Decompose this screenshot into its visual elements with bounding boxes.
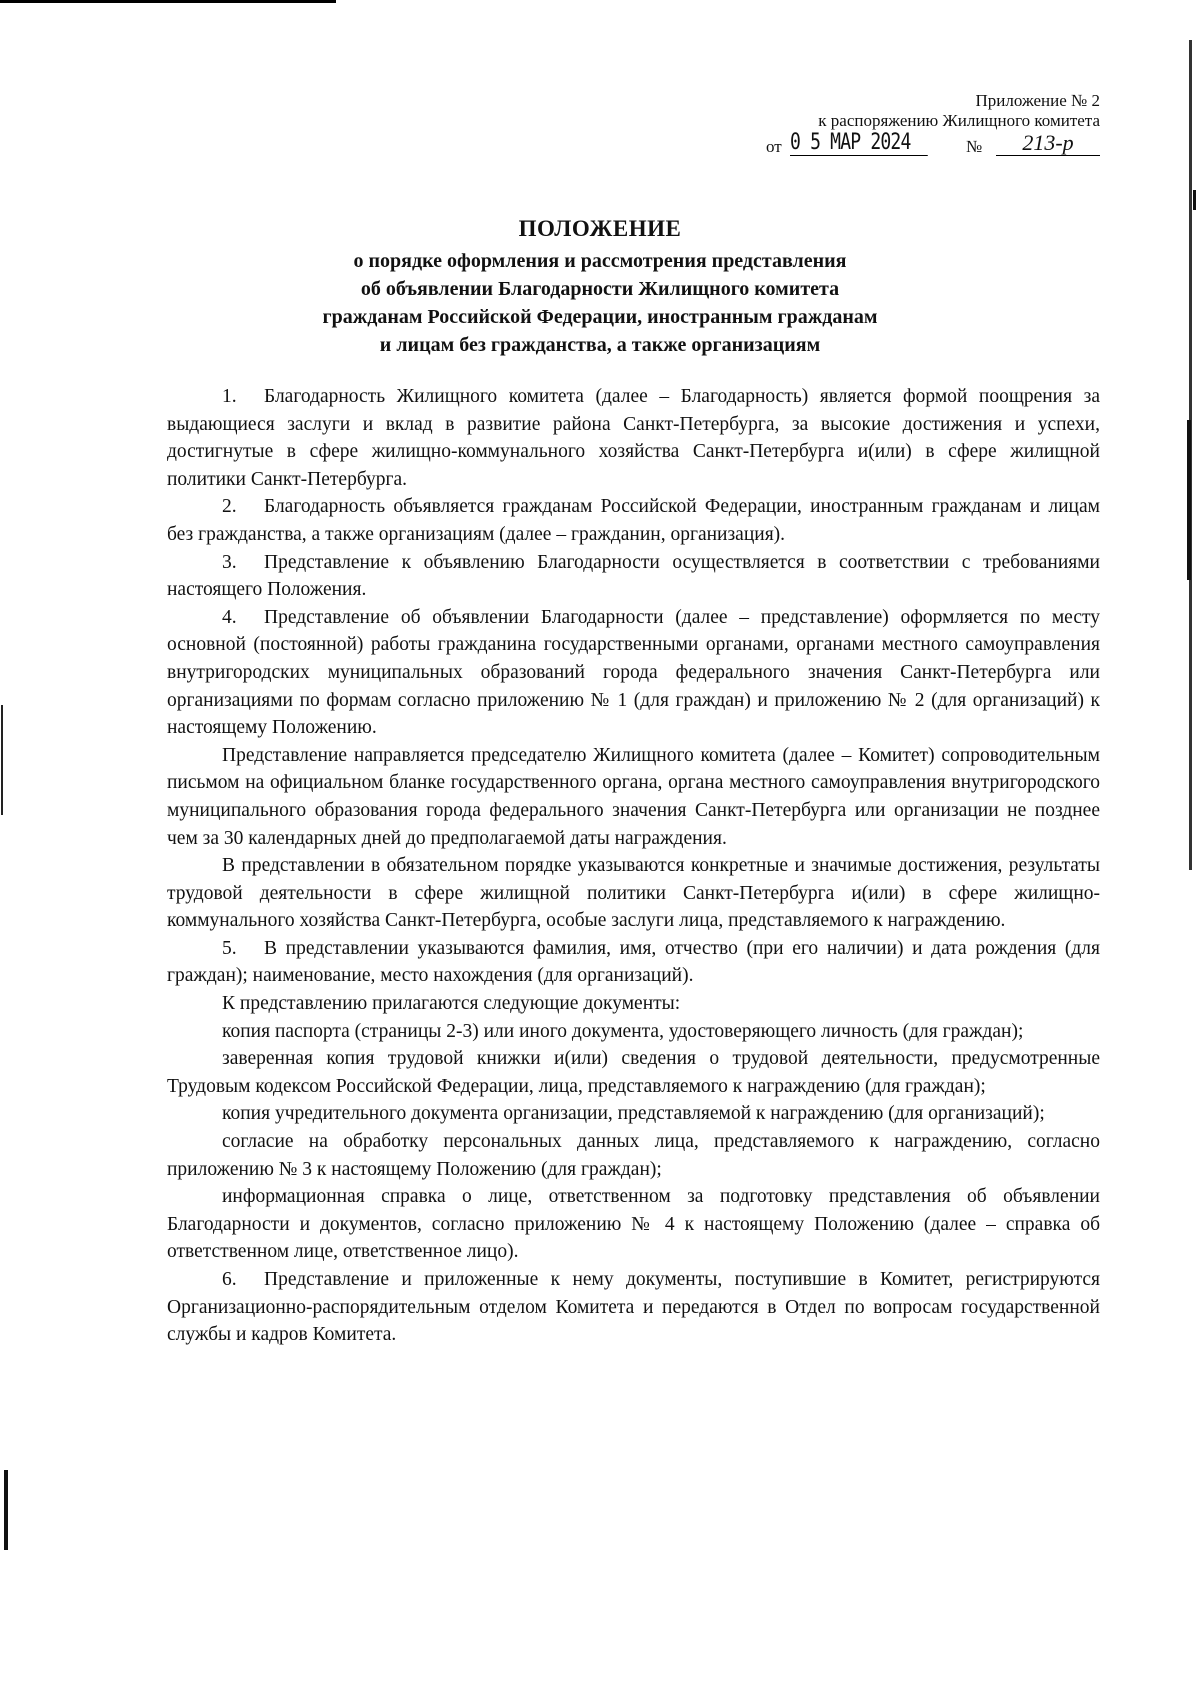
paragraph-text: Представление и приложенные к нему документы, поступившие в Комитет, регистрируются Организационно-распорядительным отделом Комитета и передаются в Отдел по вопросам государственной службы и кадров Комитета. xyxy=(167,1269,1100,1346)
subtitle-line: и лицам без гражданства, а также организациям xyxy=(379,334,821,356)
top-rule xyxy=(0,0,336,3)
document-heading: ПОЛОЖЕНИЕ xyxy=(518,216,682,241)
paragraph-text: копия паспорта (страницы 2-3) или иного документа, удостоверяющего личность (для граждан); xyxy=(222,1020,1024,1042)
paragraph xyxy=(167,1266,1100,1349)
paragraph xyxy=(167,1018,1100,1046)
appendix-number: 213-р xyxy=(996,131,1100,156)
appendix-number-label: № xyxy=(966,137,983,156)
paragraph-text: Благодарность Жилищного комитета (далее – Благодарность) является формой поощрения за выдающиеся заслуги и вклад в развитие района Санкт-Петербурга, за высокие достижения и успехи, достигнутые в сфере жилищно-коммунального хозяйства Санкт-Петербурга и(или) в сфере жилищной политики Санкт-Петербурга. xyxy=(167,386,1100,490)
paragraph xyxy=(167,1128,1100,1183)
appendix-date-stamp: 0 5 МАР 2024 xyxy=(790,131,928,156)
paragraph xyxy=(167,990,1100,1018)
paragraph-text: согласие на обработку персональных данных лица, представляемого к награждению, согласно приложению № 3 к настоящему Положению (для граждан); xyxy=(167,1131,1100,1180)
paragraph-number: 6. xyxy=(222,1269,237,1290)
scan-edge-mark xyxy=(1,705,3,815)
paragraph-text: Благодарность объявляется гражданам Российской Федерации, иностранным гражданам и лицам без гражданства, а также организациям (далее – гражданин, организация). xyxy=(167,496,1100,545)
paragraph xyxy=(167,383,1100,493)
paragraph-text: В представлении указываются фамилия, имя, отчество (при его наличии) и дата рождения (для граждан); наименование, место нахождения (для организаций). xyxy=(167,937,1100,987)
paragraph xyxy=(167,742,1100,852)
appendix-line2: к распоряжению Жилищного комитета xyxy=(818,111,1100,130)
appendix-line1: Приложение № 2 xyxy=(975,91,1100,110)
paragraph-number: 3. xyxy=(222,551,237,573)
paragraph xyxy=(167,493,1100,548)
subtitle-line: об объявлении Благодарности Жилищного комитета xyxy=(360,278,840,300)
paragraph xyxy=(167,1045,1100,1100)
paragraph xyxy=(167,935,1100,990)
scan-edge-mark xyxy=(4,1470,8,1550)
document-body xyxy=(167,383,1100,1349)
paragraph-text: информационная справка о лице, ответственном за подготовку представления об объявлении Благодарности и документов, согласно приложению № 4 к настоящему Положению (далее – справка об ответственном лице, ответственное лицо). xyxy=(167,1186,1100,1263)
scan-edge-mark xyxy=(1193,190,1196,210)
paragraph-text: В представлении в обязательном порядке указываются конкретные и значимые достижения, результаты трудовой деятельности в сфере жилищной политики Санкт-Петербурга и(или) в сфере жилищно-коммунального хозяйства Санкт-Петербурга, особые заслуги лица, представляемого к награждению. xyxy=(167,855,1100,932)
scan-edge-mark xyxy=(1187,420,1191,580)
paragraph xyxy=(167,852,1100,935)
document-subtitle xyxy=(100,247,1100,359)
subtitle-line: о порядке оформления и рассмотрения представления xyxy=(353,250,847,272)
paragraph-number: 5. xyxy=(222,937,237,959)
paragraph-text: К представлению прилагаются следующие документы: xyxy=(222,993,681,1015)
paragraph xyxy=(167,1183,1100,1266)
paragraph xyxy=(167,1100,1100,1128)
paragraph-text: копия учредительного документа организации, представляемой к награждению (для организаций); xyxy=(222,1103,1045,1125)
paragraph-number: 4. xyxy=(222,606,237,628)
appendix-block xyxy=(600,91,1100,156)
paragraph-number: 1. xyxy=(222,386,237,407)
paragraph xyxy=(167,549,1100,604)
paragraph-text: Представление об объявлении Благодарности (далее – представление) оформляется по месту основной (постоянной) работы гражданина государственными органами, органами местного самоуправления внутригородских муниципальных образований города федерального значения Санкт-Петербурга или организациями по формам согласно приложению № 1 (для граждан) и приложению № 2 (для организаций) к настоящему Положению. xyxy=(167,606,1100,739)
paragraph-text: заверенная копия трудовой книжки и(или) сведения о трудовой деятельности, предусмотренные Трудовым кодексом Российской Федерации, лица, представляемого к награждению (для граждан); xyxy=(167,1048,1100,1097)
paragraph-text: Представление к объявлению Благодарности осуществляется в соответствии с требованиями настоящего Положения. xyxy=(167,551,1100,601)
appendix-from-label: от xyxy=(766,137,782,156)
paragraph xyxy=(167,604,1100,742)
paragraph-text: Представление направляется председателю Жилищного комитета (далее – Комитет) сопроводительным письмом на официальном бланке государственного органа, органа местного самоуправления внутригородского муниципального образования города федерального значения Санкт-Петербурга или организации не позднее чем за 30 календарных дней до предполагаемой даты награждения. xyxy=(167,744,1100,849)
appendix-date-line xyxy=(766,131,1100,155)
paragraph-number: 2. xyxy=(222,496,237,518)
subtitle-line: гражданам Российской Федерации, иностранным гражданам xyxy=(322,306,878,328)
